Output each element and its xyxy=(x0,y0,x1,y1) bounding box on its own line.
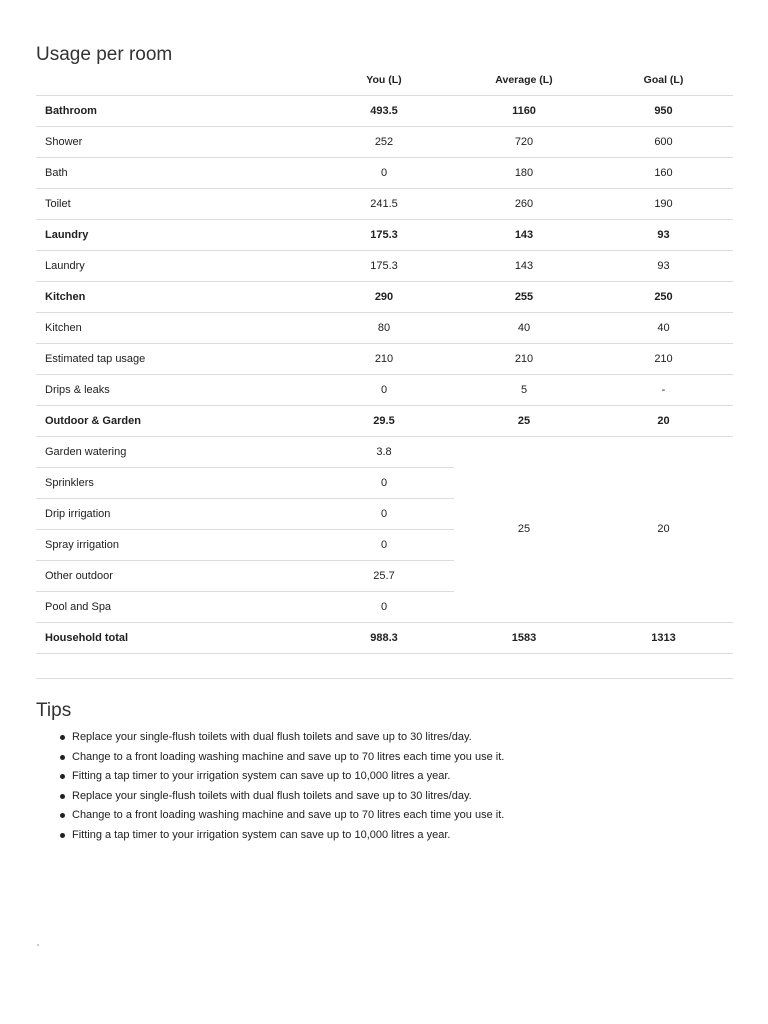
total-you-value: 988.3 xyxy=(314,622,454,653)
tip-text: Fitting a tap timer to your irrigation system can save up to 10,000 litres a year. xyxy=(72,828,451,841)
row-goal-value: 600 xyxy=(594,126,733,157)
row-name: Sprinklers xyxy=(36,467,314,498)
row-you-value: 0 xyxy=(314,498,454,529)
row-you-value: 210 xyxy=(314,343,454,374)
row-name: Drip irrigation xyxy=(36,498,314,529)
row-you-value: 290 xyxy=(314,281,454,312)
column-header-name xyxy=(36,64,314,95)
table-row xyxy=(36,188,733,219)
row-you-value: 175.3 xyxy=(314,250,454,281)
row-average-value: 40 xyxy=(454,312,594,343)
row-name: Toilet xyxy=(36,188,314,219)
row-you-value: 3.8 xyxy=(314,436,454,467)
table-row xyxy=(36,436,733,467)
usage-table-body xyxy=(36,95,733,653)
row-name: Bathroom xyxy=(36,95,314,126)
outdoor-average-value: 25 xyxy=(454,436,594,622)
row-you-value: 25.7 xyxy=(314,560,454,591)
tip-item xyxy=(36,828,733,848)
column-header-average: Average (L) xyxy=(454,64,594,95)
row-name: Outdoor & Garden xyxy=(36,405,314,436)
row-goal-value: 210 xyxy=(594,343,733,374)
row-you-value: 0 xyxy=(314,591,454,622)
row-name: Laundry xyxy=(36,250,314,281)
row-name: Kitchen xyxy=(36,312,314,343)
row-average-value: 180 xyxy=(454,157,594,188)
tip-text: Change to a front loading washing machine and save up to 70 litres each time you use it. xyxy=(72,750,505,763)
tip-item xyxy=(36,730,733,750)
row-name: Drips & leaks xyxy=(36,374,314,405)
row-name: Garden watering xyxy=(36,436,314,467)
row-you-value: 252 xyxy=(314,126,454,157)
bullet-icon xyxy=(60,794,65,799)
usage-table-header-row xyxy=(36,64,733,95)
row-average-value: 5 xyxy=(454,374,594,405)
row-average-value: 143 xyxy=(454,219,594,250)
row-name: Shower xyxy=(36,126,314,157)
row-average-value: 260 xyxy=(454,188,594,219)
row-average-value: 1160 xyxy=(454,95,594,126)
row-average-value: 143 xyxy=(454,250,594,281)
tip-item xyxy=(36,750,733,770)
household-total-row xyxy=(36,622,733,653)
row-goal-value: 250 xyxy=(594,281,733,312)
tip-item xyxy=(36,789,733,809)
row-goal-value: 950 xyxy=(594,95,733,126)
row-you-value: 0 xyxy=(314,467,454,498)
row-name: Bath xyxy=(36,157,314,188)
table-row xyxy=(36,250,733,281)
group-row xyxy=(36,219,733,250)
row-goal-value: 190 xyxy=(594,188,733,219)
row-average-value: 720 xyxy=(454,126,594,157)
row-goal-value: 93 xyxy=(594,219,733,250)
bullet-icon xyxy=(60,735,65,740)
total-goal-value: 1313 xyxy=(594,622,733,653)
row-average-value: 210 xyxy=(454,343,594,374)
row-you-value: 0 xyxy=(314,157,454,188)
table-row xyxy=(36,312,733,343)
row-you-value: 29.5 xyxy=(314,405,454,436)
tip-text: Fitting a tap timer to your irrigation system can save up to 10,000 litres a year. xyxy=(72,770,451,783)
row-you-value: 493.5 xyxy=(314,95,454,126)
row-you-value: 0 xyxy=(314,529,454,560)
table-row xyxy=(36,343,733,374)
row-goal-value: 20 xyxy=(594,405,733,436)
row-you-value: 80 xyxy=(314,312,454,343)
column-header-goal: Goal (L) xyxy=(594,64,733,95)
footer-mark xyxy=(37,944,39,946)
row-you-value: 241.5 xyxy=(314,188,454,219)
row-goal-value: 160 xyxy=(594,157,733,188)
tips-heading: Tips xyxy=(36,700,72,721)
row-name: Estimated tap usage xyxy=(36,343,314,374)
table-row xyxy=(36,157,733,188)
row-you-value: 0 xyxy=(314,374,454,405)
group-row xyxy=(36,281,733,312)
row-average-value: 25 xyxy=(454,405,594,436)
outdoor-goal-value: 20 xyxy=(594,436,733,622)
tip-item xyxy=(36,808,733,828)
table-row xyxy=(36,374,733,405)
table-row xyxy=(36,126,733,157)
row-average-value: 255 xyxy=(454,281,594,312)
row-goal-value: - xyxy=(594,374,733,405)
group-row xyxy=(36,405,733,436)
column-header-you: You (L) xyxy=(314,64,454,95)
row-name: Spray irrigation xyxy=(36,529,314,560)
section-divider xyxy=(36,678,733,679)
total-label: Household total xyxy=(36,622,314,653)
tip-text: Replace your single-flush toilets with dual flush toilets and save up to 30 litres/day. xyxy=(72,731,472,743)
tip-item xyxy=(36,769,733,789)
tip-text: Replace your single-flush toilets with dual flush toilets and save up to 30 litres/day. xyxy=(72,789,472,802)
row-name: Kitchen xyxy=(36,281,314,312)
group-row xyxy=(36,95,733,126)
row-name: Other outdoor xyxy=(36,560,314,591)
bullet-icon xyxy=(60,813,65,818)
row-goal-value: 93 xyxy=(594,250,733,281)
bullet-icon xyxy=(60,755,65,760)
row-goal-value: 40 xyxy=(594,312,733,343)
row-name: Pool and Spa xyxy=(36,591,314,622)
bullet-icon xyxy=(60,774,65,779)
usage-table xyxy=(36,64,733,654)
total-average-value: 1583 xyxy=(454,622,594,653)
usage-per-room-heading: Usage per room xyxy=(36,44,173,65)
tips-list xyxy=(36,730,733,848)
row-you-value: 175.3 xyxy=(314,219,454,250)
bullet-icon xyxy=(60,833,65,838)
tip-text: Change to a front loading washing machine and save up to 70 litres each time you use it. xyxy=(72,809,505,822)
row-name: Laundry xyxy=(36,219,314,250)
